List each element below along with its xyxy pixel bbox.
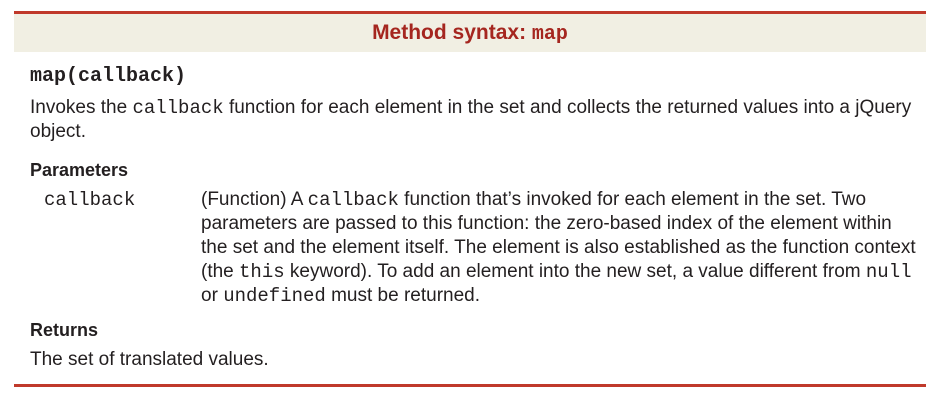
param-code-undefined: undefined xyxy=(223,285,326,307)
param-code-this: this xyxy=(239,261,285,283)
param-name-callback: callback xyxy=(44,189,136,211)
method-description xyxy=(30,96,920,144)
param-text-2: function that’s invoked for each element in the set. Two parameters are passed to this function: the zero-based index of the element within the set and the element itself. The element is also established as the function context (the xyxy=(201,189,916,282)
param-text-3: keyword). To add an element into the new set, a value different from xyxy=(284,261,866,282)
description-text-1: Invokes the xyxy=(30,97,133,118)
param-code-null: null xyxy=(865,261,912,283)
param-text-1: (Function) A xyxy=(201,189,308,210)
param-text-4: or xyxy=(201,285,224,306)
param-description-callback xyxy=(201,188,921,308)
param-code-callback: callback xyxy=(307,189,399,211)
returns-text: The set of translated values. xyxy=(30,349,269,370)
description-text-2: function for each element in the set and collects the returned values into a jQuery object. xyxy=(30,97,912,142)
bottom-rule xyxy=(14,384,926,387)
param-text-5: must be returned. xyxy=(325,285,481,306)
title-method-name: map xyxy=(531,23,568,46)
returns-heading: Returns xyxy=(30,320,99,340)
parameters-heading: Parameters xyxy=(30,160,129,180)
title-prefix: Method syntax: xyxy=(372,21,532,44)
method-syntax-title xyxy=(14,19,926,49)
method-signature: map(callback) xyxy=(30,65,187,88)
description-code-callback: callback xyxy=(132,97,224,119)
